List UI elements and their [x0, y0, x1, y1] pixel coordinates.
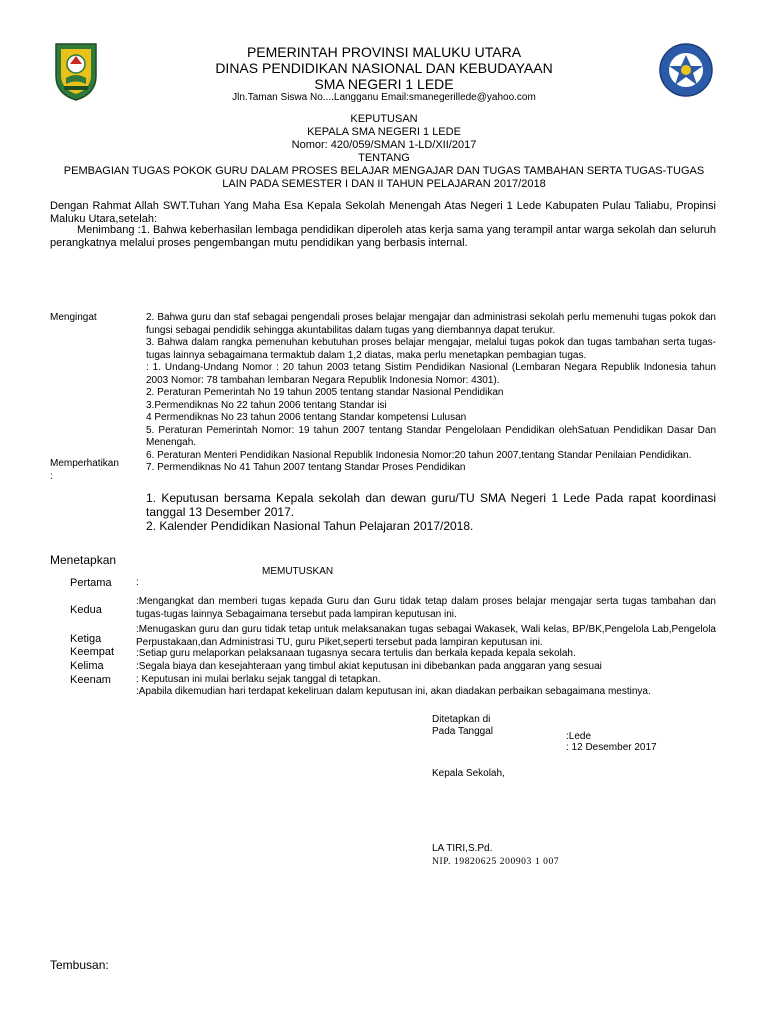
signature-pada-tanggal: Pada Tanggal — [432, 726, 493, 737]
label-memutuskan: MEMUTUSKAN — [262, 566, 334, 577]
list-item: 4 Permendiknas No 23 tahun 2006 tentang Standar kompetensi Lulusan — [146, 412, 467, 423]
list-item: 2. Kalender Pendidikan Nasional Tahun Pelajaran 2017/2018. — [146, 519, 474, 533]
label-memperhatikan: Memperhatikan — [50, 458, 119, 469]
signature-date: : 12 Desember 2017 — [566, 742, 657, 753]
putusan-kedua: :Mengangkat dan memberi tugas kepada Guru dan Guru tidak tetap dalam proses belajar mengajar serta tugas tambahan dan tugas-tugas lainnya Sebagaimana tersebut pada lampiran keputusan ini. — [136, 596, 716, 620]
label-menetapkan: Menetapkan — [50, 553, 117, 567]
putusan-ketiga: :Menugaskan guru dan guru tidak tetap untuk melaksanakan tugas sebagai Wakasek, Wali kelas, BP/BK,Pengelola Lab,Pengelola Perpustakaan,dan Administrasi TU, guru Piket,seperti tersebut pada lampiran keputusan ini. — [136, 624, 716, 648]
list-item: : 1. Undang-Undang Nomor : 20 tahun 2003 tetang Sistim Pendidikan Nasional (Lembaran Negara Republik Indonesia tahun 2003 Nomor: 78 tambahan lembaran Negara Republik Indonesia Nomor: 4301). — [146, 362, 716, 386]
signature-name: LA TIRI,S.Pd. — [432, 843, 493, 854]
label-ketiga: Ketiga — [70, 633, 102, 645]
signature-place: :Lede — [566, 731, 592, 742]
list-item: 2. Peraturan Pemerintah No 19 tahun 2005 tentang standar Nasional Pendidikan — [146, 387, 504, 398]
putusan-pertama: : — [136, 577, 139, 588]
label-kelima: Kelima — [70, 660, 104, 672]
label-pertama: Pertama — [70, 577, 112, 589]
label-mengingat: Mengingat — [50, 312, 97, 323]
header-address: Jln.Taman Siswa No....Langganu Email:smanegerillede@yahoo.com — [232, 92, 536, 103]
title-kepala: KEPALA SMA NEGERI 1 LEDE — [307, 126, 461, 138]
opening-paragraph: Dengan Rahmat Allah SWT.Tuhan Yang Maha Esa Kepala Sekolah Menengah Atas Negeri 1 Lede Kabupaten Pulau Taliabu, Propinsi Maluku Utara,setelah: — [50, 200, 716, 225]
header-province: PEMERINTAH PROVINSI MALUKU UTARA — [246, 44, 522, 60]
mengingat-list — [146, 312, 716, 475]
list-item: 2. Bahwa guru dan staf sebagai pengendali proses belajar mengajar dan administrasi sekolah perlu memenuhi tugas pokok dan fungsi sebagai pendidik sehingga akuntabilitas dalam tugas yang diembannya dapat terukur. — [146, 312, 716, 336]
title-subject-line1: PEMBAGIAN TUGAS POKOK GURU DALAM PROSES BELAJAR MENGAJAR DAN TUGAS TAMBAHAN SERTA TUGAS-TUGAS — [63, 165, 705, 177]
list-item: 7. Permendiknas No 41 Tahun 2007 tentang Standar Proses Pendidikan — [146, 462, 466, 473]
title-nomor: Nomor: 420/059/SMAN 1-LD/XII/2017 — [291, 139, 477, 151]
putusan-kelima: :Segala biaya dan kesejahteraan yang timbul akiat keputusan ini dibebankan pada anggaran yang sesuai — [136, 661, 602, 672]
label-keenam: Keenam — [70, 674, 111, 686]
putusan-keempat: :Setiap guru melaporkan pelaksanaan tugasnya secara tertulis dan berkala kepada kepala sekolah. — [136, 648, 576, 659]
memperhatikan-list — [146, 491, 716, 533]
tembusan-label: Tembusan: — [50, 958, 109, 972]
list-item: 3.Permendiknas No 22 tahun 2006 tentang Standar isi — [146, 399, 387, 411]
menimbang-paragraph: Menimbang :1. Bahwa keberhasilan lembaga pendidikan diperoleh atas kerja sama yang terampil antar warga sekolah dan seluruh perangkatnya melalui proses pengembangan mutu pendidikan yang berbasis internal. — [50, 224, 716, 249]
label-memperhatikan-colon: : — [50, 471, 53, 482]
putusan-extra: :Apabila dikemudian hari terdapat kekeliruan dalam keputusan ini, akan diadakan perbaikan sebagaimana mestinya. — [136, 686, 651, 697]
header-dinas: DINAS PENDIDIKAN NASIONAL DAN KEBUDAYAAN — [215, 60, 553, 76]
label-kedua: Kedua — [70, 604, 102, 616]
list-item: 6. Peraturan Menteri Pendidikan Nasional Republik Indonesia Nomor:20 tahun 2007,tentang Standar Penilaian Pendidikan. — [146, 449, 692, 461]
signature-jabatan: Kepala Sekolah, — [432, 768, 505, 779]
signature-nip: NIP. 19820625 200903 1 007 — [432, 857, 560, 867]
signature-ditetapkan-di: Ditetapkan di — [432, 714, 491, 725]
title-tentang: TENTANG — [358, 152, 410, 164]
list-item: 5. Peraturan Pemerintah Nomor: 19 tahun 2007 tentang Standar Pengelolaan Pendidikan olehSatuan Pendidikan Dasar Dan Menengah. — [146, 424, 716, 448]
label-keempat: Keempat — [70, 646, 115, 658]
list-item: 3. Bahwa dalam rangka pemenuhan kebutuhan proses belajar mengajar, melalui tugas pokok dan tugas tambahan serta tugas-tugas lainnya sebagaimana termaktub dalam 1,2 diatas, maka perlu menetapkan pembagian tugas. — [146, 337, 716, 361]
putusan-keenam: : Keputusan ini mulai berlaku sejak tanggal di tetapkan. — [136, 674, 381, 685]
header-school: SMA NEGERI 1 LEDE — [314, 76, 454, 92]
list-item: 1. Keputusan bersama Kepala sekolah dan dewan guru/TU SMA Negeri 1 Lede Pada rapat koordinasi tanggal 13 Desember 2017. — [146, 491, 716, 519]
title-subject-line2: LAIN PADA SEMESTER I DAN II TAHUN PELAJARAN 2017/2018 — [222, 178, 546, 190]
title-keputusan: KEPUTUSAN — [350, 113, 418, 125]
